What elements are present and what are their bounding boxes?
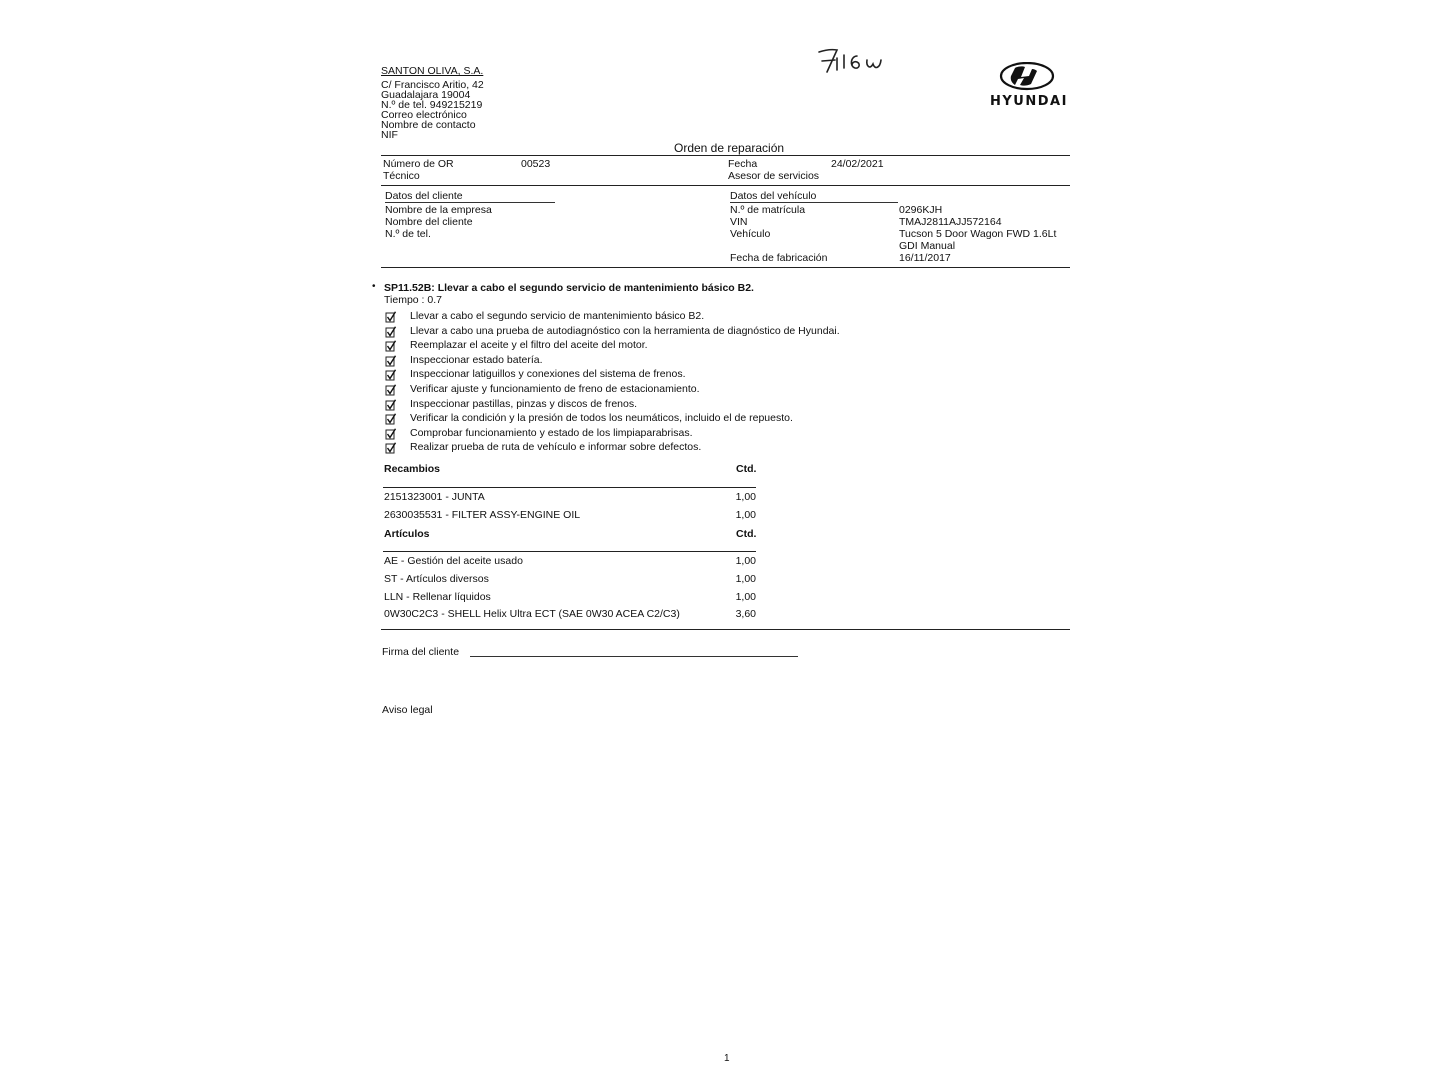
client-name-label: Nombre del cliente <box>385 216 473 228</box>
signature-label: Firma del cliente <box>382 646 460 658</box>
task-item: Llevar a cabo una prueba de autodiagnóstico con la herramienta de diagnóstico de Hyundai. <box>410 324 840 337</box>
table-row-quantity: 1,00 <box>735 508 756 521</box>
date-label: Fecha <box>728 158 758 170</box>
client-phone-label: N.º de tel. <box>385 228 431 240</box>
document-title: Orden de reparación <box>674 141 785 155</box>
task-item: Realizar prueba de ruta de vehículo e informar sobre defectos. <box>410 441 702 454</box>
task-item: Inspeccionar estado batería. <box>410 353 543 366</box>
table-row-description: ST - Artículos diversos <box>384 572 489 585</box>
client-company-label: Nombre de la empresa <box>385 204 492 216</box>
table-row-description: 2630035531 - FILTER ASSY-ENGINE OIL <box>384 508 581 521</box>
parts-heading: Recambios <box>384 463 441 475</box>
table-row-quantity: 3,60 <box>735 608 756 621</box>
checked-checkbox-icon[interactable] <box>385 340 397 352</box>
divider <box>381 629 1070 630</box>
manufacture-value: 16/11/2017 <box>899 252 951 264</box>
date-value: 24/02/2021 <box>831 158 884 170</box>
handwritten-note <box>815 44 887 78</box>
table-row-quantity: 1,00 <box>735 491 756 503</box>
order-number-value: 00523 <box>521 158 551 170</box>
checked-checkbox-icon[interactable] <box>385 384 397 396</box>
technician-label: Técnico <box>383 170 420 182</box>
manufacture-label: Fecha de fabricación <box>730 252 828 264</box>
service-time: Tiempo : 0.7 <box>384 294 442 306</box>
table-row-quantity: 1,00 <box>735 590 756 603</box>
checked-checkbox-icon[interactable] <box>385 326 397 338</box>
parts-divider <box>383 487 756 488</box>
checked-checkbox-icon[interactable] <box>385 311 397 323</box>
task-item: Inspeccionar latiguillos y conexiones del sistema de frenos. <box>410 368 686 381</box>
checked-checkbox-icon[interactable] <box>385 428 397 440</box>
table-row-quantity: 1,00 <box>735 555 756 567</box>
client-heading-underline <box>385 202 555 203</box>
task-item: Inspeccionar pastillas, pinzas y discos de frenos. <box>410 397 638 410</box>
legal-label: Aviso legal <box>382 704 433 716</box>
task-item: Comprobar funcionamiento y estado de los limpiaparabrisas. <box>410 426 693 439</box>
task-item: Verificar la condición y la presión de todos los neumáticos, incluido el de repuesto. <box>410 412 793 425</box>
articles-heading: Artículos <box>384 528 430 540</box>
table-row-description: 0W30C2C3 - SHELL Helix Ultra ECT (SAE 0W30 ACEA C2/C3) <box>384 608 680 621</box>
plate-value: 0296KJH <box>899 204 943 216</box>
divider <box>381 267 1070 268</box>
company-city: Guadalajara 19004 <box>381 89 471 101</box>
checked-checkbox-icon[interactable] <box>385 442 397 454</box>
plate-label: N.º de matrícula <box>730 204 806 216</box>
page-number: 1 <box>724 1053 730 1064</box>
client-heading: Datos del cliente <box>385 190 463 202</box>
company-nif-label: NIF <box>381 129 398 141</box>
company-contact-label: Nombre de contacto <box>381 119 476 131</box>
table-row-description: 2151323001 - JUNTA <box>384 491 485 503</box>
table-row-description: AE - Gestión del aceite usado <box>384 555 523 567</box>
vehicle-label: Vehículo <box>730 228 771 240</box>
divider <box>381 155 1070 156</box>
checked-checkbox-icon[interactable] <box>385 369 397 381</box>
company-email-label: Correo electrónico <box>381 109 467 121</box>
company-name: SANTON OLIVA, S.A. <box>381 65 484 77</box>
checked-checkbox-icon[interactable] <box>385 355 397 367</box>
task-item: Llevar a cabo el segundo servicio de mantenimiento básico B2. <box>410 310 705 322</box>
company-phone: N.º de tel. 949215219 <box>381 99 483 111</box>
articles-divider <box>383 551 756 552</box>
checked-checkbox-icon[interactable] <box>385 413 397 425</box>
checked-checkbox-icon[interactable] <box>385 399 397 411</box>
task-item: Reemplazar el aceite y el filtro del aceite del motor. <box>410 339 648 352</box>
order-number-label: Número de OR <box>383 158 454 170</box>
signature-line[interactable] <box>470 656 798 657</box>
task-item: Verificar ajuste y funcionamiento de freno de estacionamiento. <box>410 383 700 395</box>
advisor-label: Asesor de servicios <box>728 170 820 182</box>
vehicle-value-line1: Tucson 5 Door Wagon FWD 1.6Lt <box>899 228 1057 240</box>
vehicle-heading: Datos del vehículo <box>730 190 817 202</box>
service-title: SP11.52B: Llevar a cabo el segundo servicio de mantenimiento básico B2. <box>384 282 754 294</box>
hyundai-logo-icon <box>996 62 1060 94</box>
articles-qty-heading: Ctd. <box>736 528 757 540</box>
vin-value: TMAJ2811AJJ572164 <box>899 216 1002 228</box>
company-address: C/ Francisco Aritio, 42 <box>381 79 484 91</box>
hyundai-wordmark: HYUNDAI <box>990 94 1068 109</box>
vehicle-heading-underline <box>730 202 898 203</box>
table-row-description: LLN - Rellenar líquidos <box>384 590 491 603</box>
vehicle-value-line2: GDI Manual <box>899 240 956 252</box>
vin-label: VIN <box>730 216 748 228</box>
parts-qty-heading: Ctd. <box>736 463 757 475</box>
bullet-icon: • <box>372 281 376 292</box>
table-row-quantity: 1,00 <box>735 572 756 585</box>
divider <box>381 185 1070 186</box>
